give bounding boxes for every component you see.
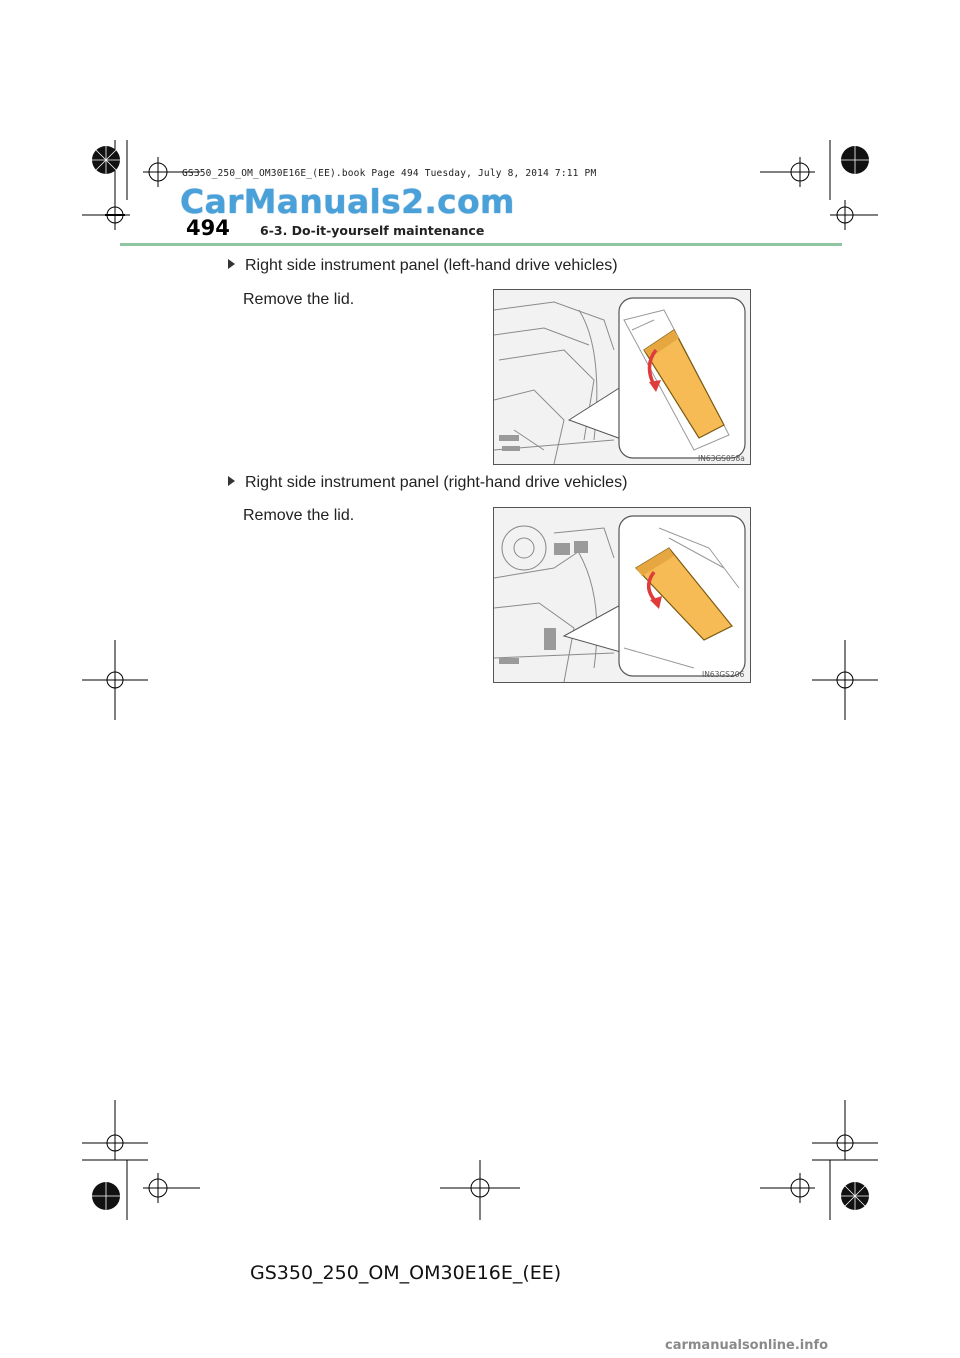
crosshair-icon <box>760 1173 815 1203</box>
crosshair-icon <box>830 200 860 230</box>
figure-code: IN63GS206 <box>702 670 745 679</box>
section-heading <box>228 257 618 275</box>
crosshair-icon <box>100 200 130 230</box>
crosshair-icon <box>143 1173 173 1203</box>
crosshair-icon <box>812 1100 878 1160</box>
header-rule <box>120 243 842 246</box>
instruction-text: Remove the lid. <box>243 291 355 308</box>
crosshair-icon <box>440 1160 520 1220</box>
crosshair-icon <box>785 157 815 187</box>
crosshair-icon <box>812 640 878 720</box>
crosshair-icon <box>82 640 148 720</box>
crosshair-icon <box>143 157 173 187</box>
watermark-logo[interactable]: CarManuals2.com <box>180 182 515 221</box>
star-target-icon <box>841 1182 869 1210</box>
figure-lhd-lid <box>493 289 751 465</box>
section-title: 6-3. Do-it-yourself maintenance <box>260 223 485 238</box>
page-number: 494 <box>186 216 230 240</box>
figure-rhd-lid <box>493 507 751 683</box>
triangle-bullet-icon <box>228 259 235 269</box>
instruction-text: Remove the lid. <box>243 507 355 524</box>
section-heading-text: Right side instrument panel (left-hand drive vehicles) <box>245 257 618 274</box>
crosshair-icon <box>82 1100 148 1160</box>
print-info: GS350_250_OM_OM30E16E_(EE).book Page 494 Tuesday, July 8, 2014 7:11 PM <box>182 168 597 179</box>
figure-code: IN63GS058a <box>698 454 745 463</box>
section-heading-text: Right side instrument panel (right-hand drive vehicles) <box>245 474 628 491</box>
star-target-icon <box>841 146 869 174</box>
footer-site-link[interactable]: carmanualsonline.info <box>665 1338 829 1353</box>
triangle-bullet-icon <box>228 476 235 486</box>
star-target-icon <box>92 146 120 174</box>
section-heading <box>228 474 627 492</box>
footer-doc-code: GS350_250_OM_OM30E16E_(EE) <box>250 1262 562 1284</box>
star-target-icon <box>92 1182 120 1210</box>
